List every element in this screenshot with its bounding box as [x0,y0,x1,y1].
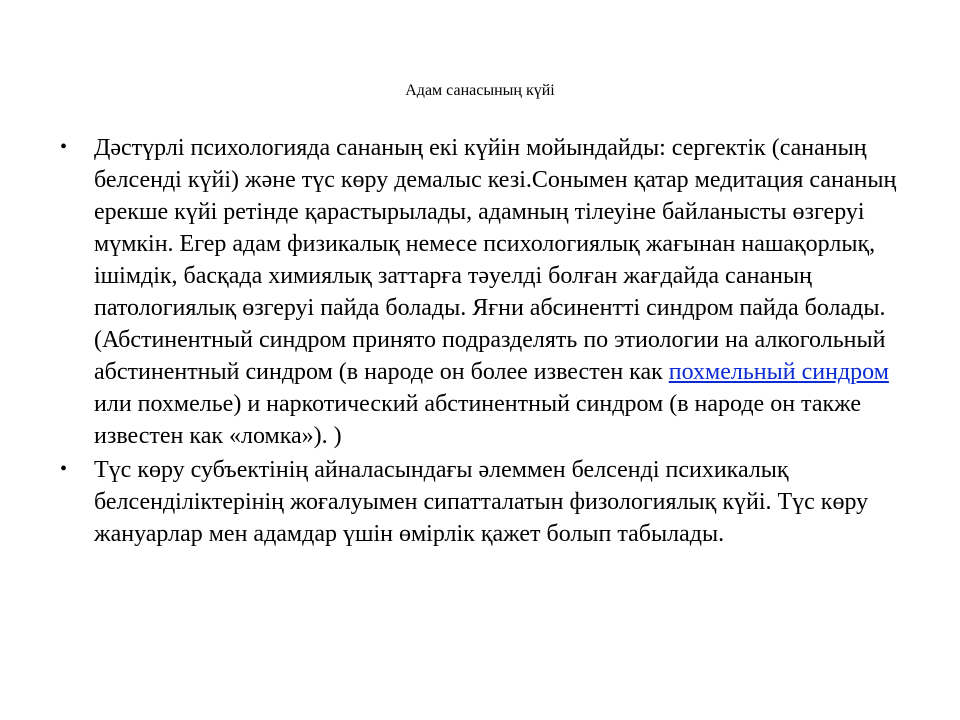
bullet-list [60,132,920,552]
bullet-text-part: Дәстүрлі психологияда сананың екі күйін мойындайды: сергектік (сананың белсенді күйі) және түс көру демалыс кезі.Сонымен қатар медитация сананың ерекше күйі ретінде қарастырылады, адамның тілеуіне байланысты өзгеруі мүмкін. Егер адам физикалық немесе психологиялық жағынан нашақорлық, ішімдік, басқада химиялық заттарға тәуелді болған жағдайда сананың патологиялық өзгеруі пайда болады. Яғни абсинентті синдром пайда болады. (Абстинентный синдром принято подразделять по этиологии на алкогольный абстинентный синдром (в народе он более известен как [94,135,897,385]
bullet-icon: • [60,458,68,480]
hangover-syndrome-link[interactable]: похмельный синдром [668,359,889,385]
bullet-text [94,132,920,452]
bullet-text-part: или похмелье) и наркотический абстинентный синдром (в народе он также известен как «ломка»). ) [94,391,862,449]
bullet-icon: • [60,136,68,158]
bullet-item [60,132,920,452]
slide-title: Адам санасының күйі [405,82,555,99]
bullet-item [60,454,920,550]
bullet-text: Түс көру субъектінің айналасындағы әлеммен белсенді психикалық белсенділіктерінің жоғалуымен сипатталатын физологиялық күйі. Түс көру жануарлар мен адамдар үшін өмірлік қажет болып табылады. [94,457,869,547]
